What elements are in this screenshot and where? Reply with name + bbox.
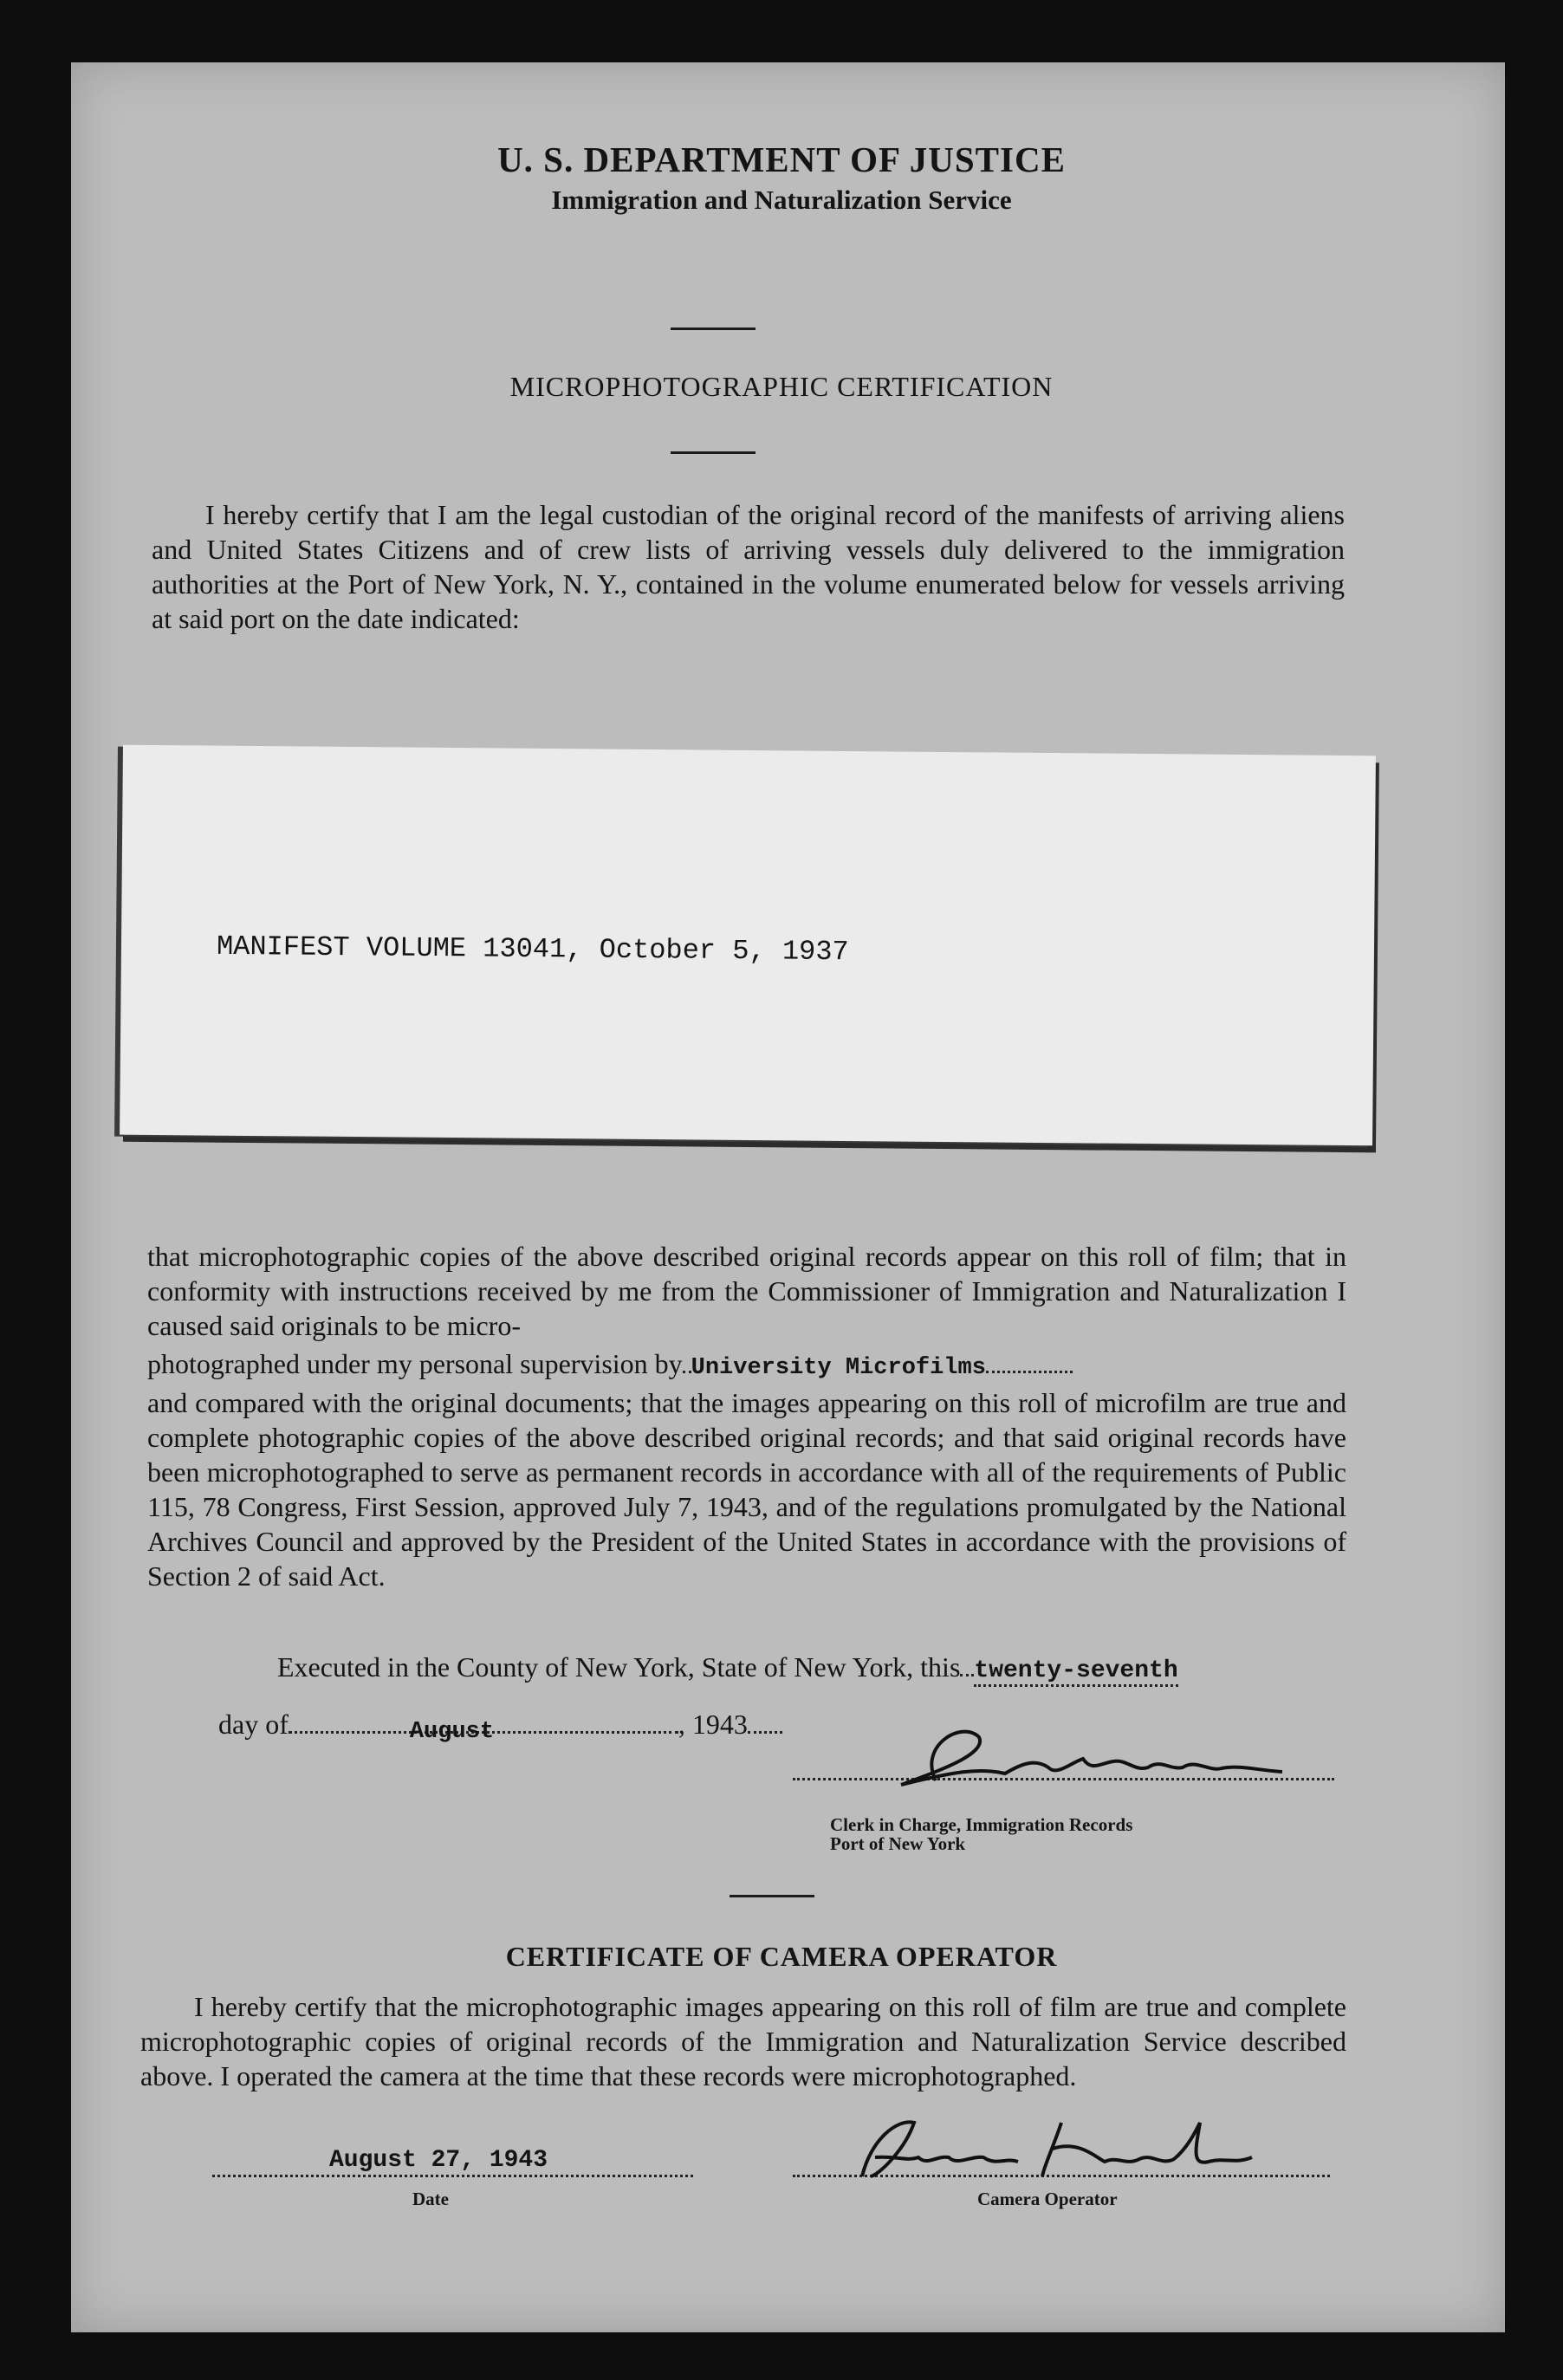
filmed-by-value: University Microfilms xyxy=(691,1355,986,1381)
date-label: Date xyxy=(412,2189,449,2209)
supervision-line xyxy=(147,1346,1346,1385)
department-heading: U. S. DEPARTMENT OF JUSTICE xyxy=(497,139,1066,179)
execution-year: , 1943 xyxy=(678,1709,748,1740)
service-subheading: Immigration and Naturalization Service xyxy=(551,185,1012,215)
clerk-title-line2: Port of New York xyxy=(830,1833,966,1854)
clerk-signature xyxy=(884,1720,1300,1798)
form-title: MICROPHOTOGRAPHIC CERTIFICATION xyxy=(509,371,1054,402)
date-line xyxy=(212,2175,693,2177)
certification-paragraph xyxy=(147,1239,1346,1593)
execution-prefix: Executed in the County of New York, State of New York, this xyxy=(277,1651,961,1683)
supervision-prefix: photographed under my personal supervision by xyxy=(147,1348,683,1379)
camera-operator-label: Camera Operator xyxy=(977,2189,1118,2209)
operator-signature xyxy=(845,2114,1295,2183)
execution-month-value: August xyxy=(409,1719,495,1745)
day-of-line xyxy=(218,1709,782,1745)
execution-day-value: twenty-seventh xyxy=(974,1657,1177,1687)
certification-part3: and compared with the original documents; that the images appearing on this roll of microfilm are true and complete photographic copies of the above described original records; and that said original records have been microphotographed to serve as permanent records in accordance with all of the requirements of Public 115, 78 Congress, First Session, approved July 7, 1943, and of the regulations promulgated by the National Archives Council and approved by the President of the United States in accordance with the provisions of Section 2 of said Act. xyxy=(147,1387,1346,1592)
execution-line xyxy=(277,1651,1178,1684)
divider xyxy=(671,451,756,454)
camera-operator-paragraph: I hereby certify that the microphotographic images appearing on this roll of film are true and complete microphotographic copies of original records of the Immigration and Naturalization Service described above. I operated the camera at the time that these records were microphotographed. xyxy=(140,1991,1346,2091)
manifest-volume-text: MANIFEST VOLUME 13041, October 5, 1937 xyxy=(216,930,849,969)
clerk-title xyxy=(830,1815,1132,1853)
day-of-label: day of xyxy=(218,1709,289,1740)
divider xyxy=(671,327,756,330)
clerk-title-line1: Clerk in Charge, Immigration Records xyxy=(830,1814,1133,1835)
certification-part1: that microphotographic copies of the above described original records appear on this roll of film; that in conformity with instructions received by me from the Commissioner of Immigration and Naturalization I caused said originals to be micro- xyxy=(147,1241,1346,1341)
intro-paragraph: I hereby certify that I am the legal custodian of the original record of the manifests of arriving aliens and United States Citizens and of crew lists of arriving vessels duly delivered to the immigration authorities at the Port of New York, N. Y., contained in the volume enumerated below for vessels arriving at said port on the date indicated: xyxy=(152,499,1345,634)
divider xyxy=(730,1895,814,1897)
date-value: August 27, 1943 xyxy=(329,2147,548,2174)
camera-operator-heading: CERTIFICATE OF CAMERA OPERATOR xyxy=(505,1941,1058,1972)
